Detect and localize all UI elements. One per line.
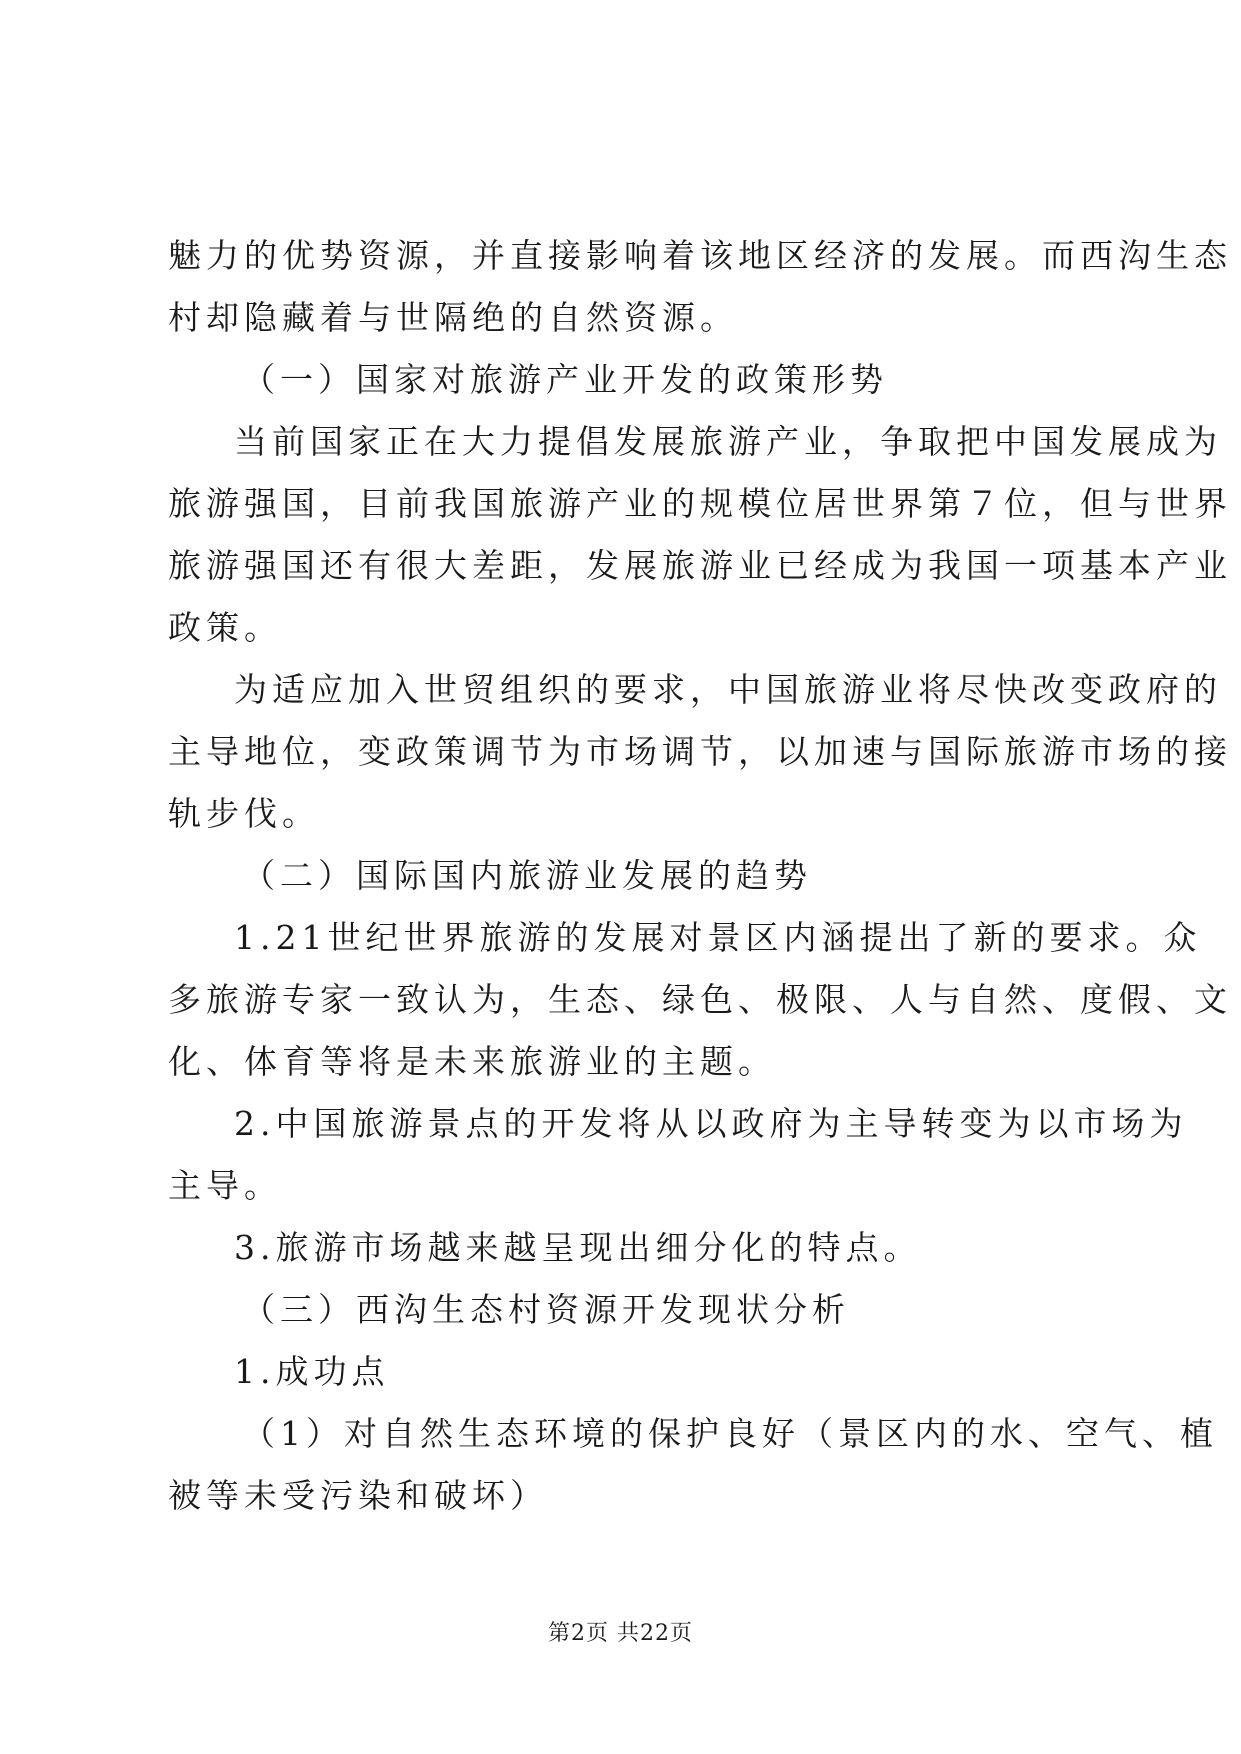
body-text-line: 村却隐藏着与世隔绝的自然资源。	[168, 298, 738, 337]
body-text-line: 2.中国旅游景点的开发将从以政府为主导转变为以市场为	[234, 1104, 1188, 1143]
body-text-line: 多旅游专家一致认为，生态、绿色、极限、人与自然、度假、文	[168, 980, 1232, 1019]
body-text-line: 当前国家正在大力提倡发展旅游产业，争取把中国发展成为	[234, 422, 1222, 461]
body-text-line: 政策。	[168, 608, 282, 647]
section-heading: （一）国家对旅游产业开发的政策形势	[242, 360, 888, 399]
body-text-line: 化、体育等将是未来旅游业的主题。	[168, 1042, 776, 1081]
body-text-line: （1）对自然生态环境的保护良好（景区内的水、空气、植	[242, 1414, 1218, 1453]
body-text-line: 魅力的优势资源，并直接影响着该地区经济的发展。而西沟生态	[168, 236, 1232, 275]
body-text-line: 为适应加入世贸组织的要求，中国旅游业将尽快改变政府的	[234, 670, 1222, 709]
body-text-line: 旅游强国还有很大差距，发展旅游业已经成为我国一项基本产业	[168, 546, 1232, 585]
body-text-line: 被等未受污染和破坏）	[168, 1476, 548, 1515]
body-text-line: 3.旅游市场越来越呈现出细分化的特点。	[234, 1228, 922, 1267]
page-footer: 第2页 共22页	[548, 1621, 693, 1646]
body-text-line: 1.成功点	[234, 1352, 390, 1391]
body-text-line: 轨步伐。	[168, 794, 320, 833]
section-heading: （三）西沟生态村资源开发现状分析	[242, 1290, 850, 1329]
body-text-line: 1.21世纪世界旅游的发展对景区内涵提出了新的要求。众	[234, 918, 1202, 957]
body-text-line: 主导地位，变政策调节为市场调节，以加速与国际旅游市场的接	[168, 732, 1232, 771]
body-text-line: 旅游强国，目前我国旅游产业的规模位居世界第７位，但与世界	[168, 484, 1232, 523]
body-text-line: 主导。	[168, 1166, 282, 1205]
section-heading: （二）国际国内旅游业发展的趋势	[242, 856, 812, 895]
